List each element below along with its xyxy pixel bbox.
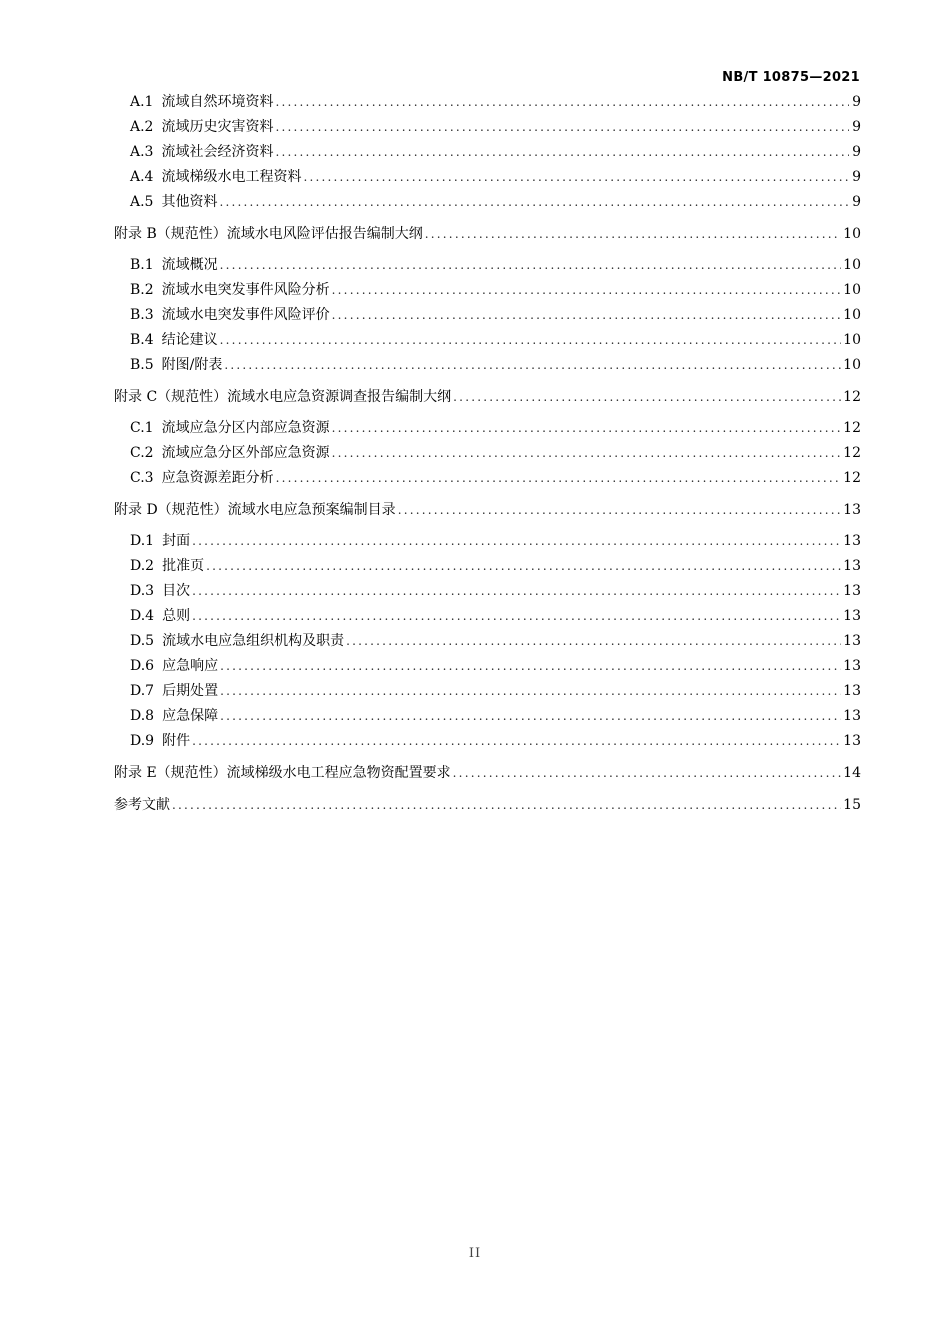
toc-dot-leader <box>303 165 849 190</box>
toc-entry-number: D.7 <box>130 683 155 699</box>
toc-entry[interactable] <box>114 190 861 215</box>
toc-entry-page: 14 <box>843 765 861 781</box>
toc-entry-title: 流域水电突发事件风险评价 <box>161 307 330 323</box>
toc-entry[interactable] <box>114 466 861 491</box>
toc-dot-leader <box>275 90 849 115</box>
toc-dot-leader <box>332 416 842 441</box>
toc-entry[interactable] <box>114 529 861 554</box>
toc-entry-title: 流域社会经济资料 <box>161 144 274 160</box>
toc-entry-page: 10 <box>843 357 861 373</box>
toc-entry-page: 13 <box>843 708 861 724</box>
toc-entry[interactable] <box>114 303 861 328</box>
toc-dot-leader <box>220 328 842 353</box>
toc-entry-title: 应急响应 <box>162 658 219 674</box>
toc-entry-title: 其他资料 <box>161 194 218 210</box>
toc-entry[interactable] <box>114 579 861 604</box>
toc-entry-title: 封面 <box>162 533 191 549</box>
toc-entry-page: 13 <box>843 533 861 549</box>
toc-entry-number: D.5 <box>130 633 155 649</box>
toc-entry-title: 附图/附表 <box>161 357 223 373</box>
toc-dot-leader <box>220 704 841 729</box>
toc-dot-leader <box>220 654 841 679</box>
table-of-contents <box>114 90 861 824</box>
toc-entry-page: 10 <box>843 332 861 348</box>
toc-entry-page: 13 <box>843 658 861 674</box>
toc-section-entry[interactable] <box>114 793 861 818</box>
toc-section-entry[interactable] <box>114 385 861 410</box>
toc-entry[interactable] <box>114 115 861 140</box>
toc-entry[interactable] <box>114 654 861 679</box>
toc-entry-number: A.3 <box>130 144 154 160</box>
toc-dot-leader <box>172 793 841 818</box>
toc-entry-page: 13 <box>843 683 861 699</box>
toc-entry-title: 流域水电应急组织机构及职责 <box>162 633 345 649</box>
toc-entry-title: 结论建议 <box>161 332 218 348</box>
toc-entry-title: 参考文献 <box>114 797 170 813</box>
toc-entry-page: 12 <box>843 445 861 461</box>
toc-entry[interactable] <box>114 140 861 165</box>
toc-dot-leader <box>453 761 842 786</box>
toc-entry-title: 附件 <box>162 733 191 749</box>
toc-dot-leader <box>220 253 842 278</box>
toc-dot-leader <box>276 466 842 491</box>
toc-entry-number: D.9 <box>130 733 155 749</box>
toc-entry-number: B.1 <box>130 257 154 273</box>
standard-id: NB/T 10875—2021 <box>722 70 860 85</box>
toc-entry[interactable] <box>114 441 861 466</box>
toc-entry-page: 12 <box>843 389 861 405</box>
toc-entry-number: D.8 <box>130 708 155 724</box>
toc-entry-title: 后期处置 <box>162 683 219 699</box>
toc-entry[interactable] <box>114 554 861 579</box>
toc-entry-page: 13 <box>843 608 861 624</box>
toc-entry-page: 9 <box>852 194 861 210</box>
toc-entry[interactable] <box>114 679 861 704</box>
toc-section-entry[interactable] <box>114 498 861 523</box>
toc-dot-leader <box>192 529 841 554</box>
toc-dot-leader <box>453 385 841 410</box>
toc-dot-leader <box>425 222 841 247</box>
toc-entry-title: 批准页 <box>162 558 205 574</box>
toc-entry-page: 10 <box>843 257 861 273</box>
toc-entry-number: C.2 <box>130 445 154 461</box>
toc-dot-leader <box>332 441 842 466</box>
toc-entry[interactable] <box>114 90 861 115</box>
toc-entry-page: 9 <box>852 119 861 135</box>
toc-entry[interactable] <box>114 165 861 190</box>
toc-dot-leader <box>275 140 849 165</box>
toc-entry-number: A.4 <box>130 169 154 185</box>
toc-entry[interactable] <box>114 278 861 303</box>
toc-entry-title: 流域自然环境资料 <box>161 94 274 110</box>
toc-dot-leader <box>192 579 841 604</box>
toc-dot-leader <box>192 604 841 629</box>
toc-entry-title: 应急资源差距分析 <box>161 470 274 486</box>
toc-entry-page: 13 <box>843 733 861 749</box>
toc-entry-number: D.2 <box>130 558 155 574</box>
toc-entry[interactable] <box>114 604 861 629</box>
toc-entry[interactable] <box>114 416 861 441</box>
toc-entry-number: D.3 <box>130 583 155 599</box>
toc-entry-page: 13 <box>843 558 861 574</box>
toc-entry-number: C.3 <box>130 470 154 486</box>
toc-entry-page: 10 <box>843 226 861 242</box>
toc-dot-leader <box>220 679 841 704</box>
toc-entry-title: 流域应急分区内部应急资源 <box>161 420 330 436</box>
toc-entry-page: 10 <box>843 307 861 323</box>
toc-entry[interactable] <box>114 629 861 654</box>
toc-entry[interactable] <box>114 328 861 353</box>
toc-dot-leader <box>346 629 841 654</box>
toc-entry-page: 9 <box>852 94 861 110</box>
toc-dot-leader <box>192 729 841 754</box>
toc-entry-number: D.1 <box>130 533 155 549</box>
toc-entry-title: 流域应急分区外部应急资源 <box>161 445 330 461</box>
toc-section-entry[interactable] <box>114 222 861 247</box>
toc-entry[interactable] <box>114 729 861 754</box>
toc-entry-title: 流域历史灾害资料 <box>161 119 274 135</box>
toc-entry-page: 13 <box>843 502 861 518</box>
toc-entry-page: 12 <box>843 420 861 436</box>
toc-entry[interactable] <box>114 253 861 278</box>
toc-entry-page: 10 <box>843 282 861 298</box>
toc-entry-number: B.3 <box>130 307 154 323</box>
toc-entry-number: C.1 <box>130 420 154 436</box>
toc-dot-leader <box>206 554 841 579</box>
toc-entry-page: 9 <box>852 144 861 160</box>
toc-entry-number: D.4 <box>130 608 155 624</box>
toc-entry-page: 12 <box>843 470 861 486</box>
toc-dot-leader <box>224 353 841 378</box>
toc-entry-title: 流域概况 <box>161 257 218 273</box>
toc-entry-number: B.2 <box>130 282 154 298</box>
toc-entry-title: 附录 E（规范性）流域梯级水电工程应急物资配置要求 <box>114 765 451 781</box>
toc-entry-number: B.5 <box>130 357 154 373</box>
toc-dot-leader <box>332 303 842 328</box>
toc-entry-number: A.1 <box>130 94 154 110</box>
toc-dot-leader <box>219 190 849 215</box>
toc-entry-number: A.2 <box>130 119 154 135</box>
toc-dot-leader <box>332 278 842 303</box>
toc-entry-title: 流域水电突发事件风险分析 <box>161 282 330 298</box>
toc-dot-leader <box>275 115 849 140</box>
toc-entry-title: 总则 <box>162 608 191 624</box>
toc-section-entry[interactable] <box>114 761 861 786</box>
toc-entry-title: 应急保障 <box>162 708 219 724</box>
toc-entry[interactable] <box>114 704 861 729</box>
toc-entry-number: A.5 <box>130 194 154 210</box>
toc-dot-leader <box>398 498 841 523</box>
toc-entry-number: B.4 <box>130 332 154 348</box>
toc-entry-number: D.6 <box>130 658 155 674</box>
toc-entry-title: 附录 B（规范性）流域水电风险评估报告编制大纲 <box>114 226 423 242</box>
toc-entry-title: 流域梯级水电工程资料 <box>161 169 302 185</box>
toc-entry-page: 13 <box>843 633 861 649</box>
toc-entry-page: 15 <box>843 797 861 813</box>
toc-entry-title: 目次 <box>162 583 191 599</box>
toc-entry-title: 附录 C（规范性）流域水电应急资源调查报告编制大纲 <box>114 389 452 405</box>
page-number: II <box>468 1246 482 1261</box>
toc-entry-title: 附录 D（规范性）流域水电应急预案编制目录 <box>114 502 396 518</box>
toc-entry-page: 13 <box>843 583 861 599</box>
toc-entry-page: 9 <box>852 169 861 185</box>
toc-entry[interactable] <box>114 353 861 378</box>
